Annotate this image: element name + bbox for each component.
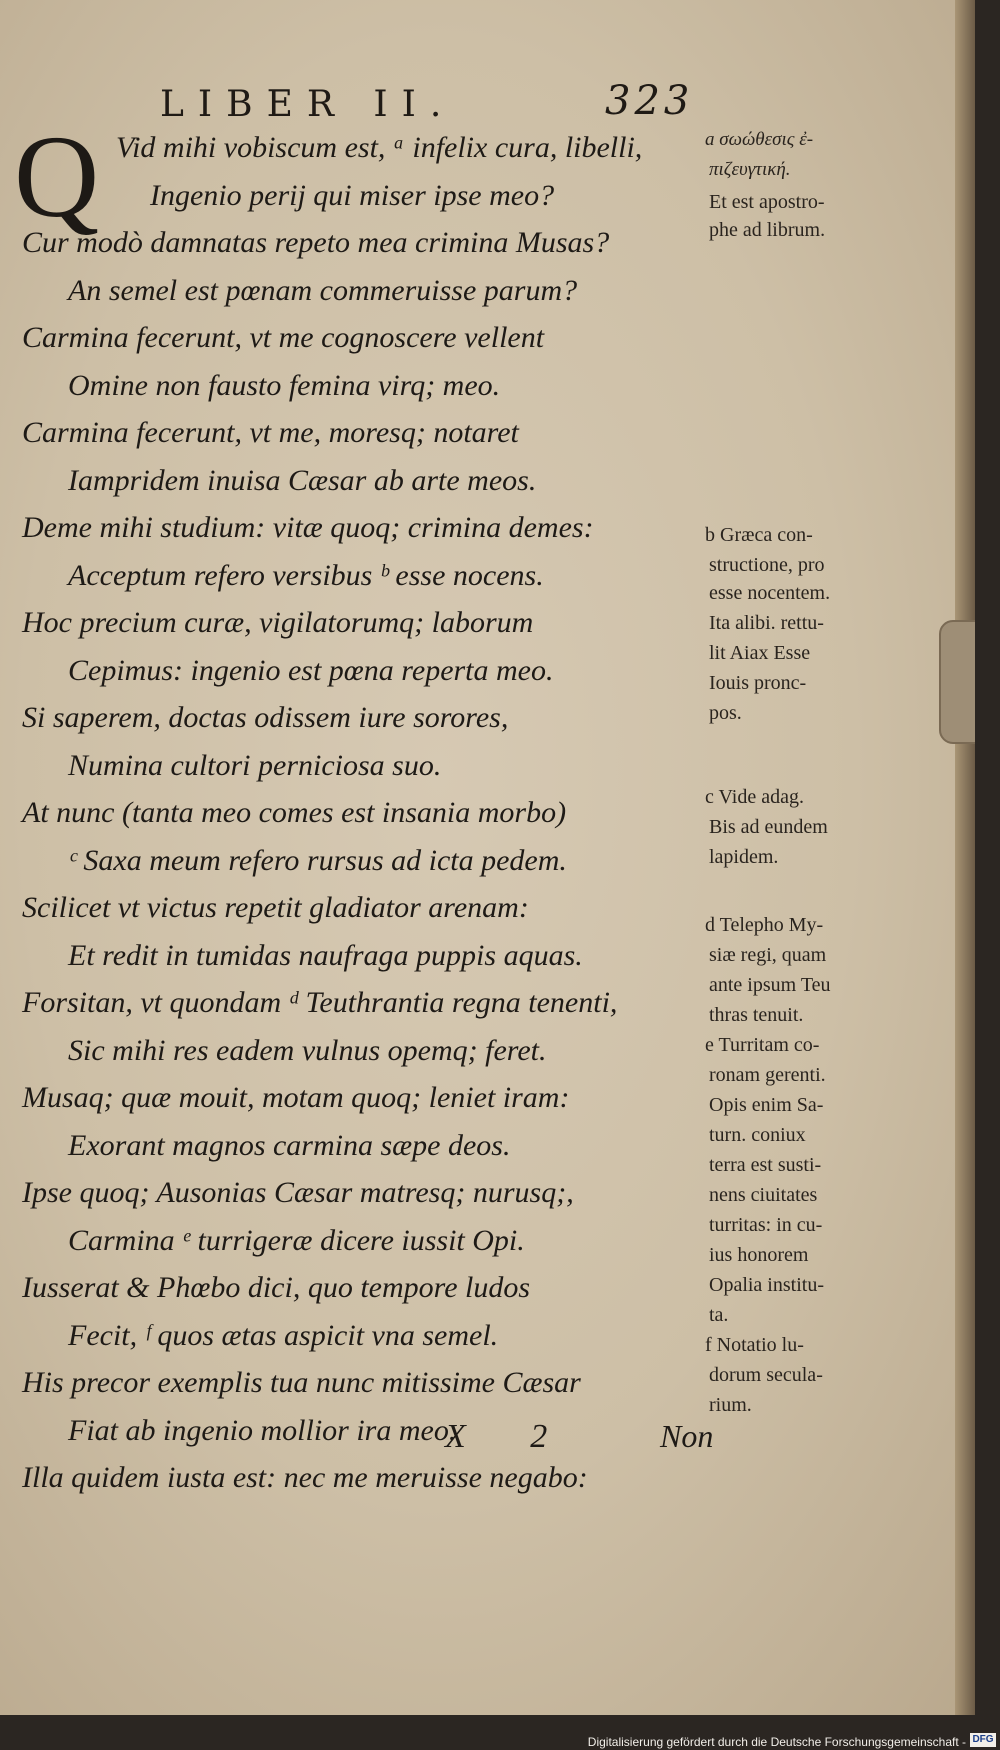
verse-line: Carmina fecerunt, vt me cognoscere vellent bbox=[22, 321, 545, 354]
verse-line: Acceptum refero versibus ᵇ esse nocens. bbox=[68, 558, 544, 592]
verse-line: Deme mihi studium: vitæ quoq; crimina demes: bbox=[22, 511, 594, 544]
verse-line: Forsitan, vt quondam ᵈ Teuthrantia regna tenenti, bbox=[22, 986, 618, 1019]
verse-line: Carmina fecerunt, vt me, moresq; notaret bbox=[22, 416, 519, 449]
margin-note-line: Opalia institu- bbox=[709, 1274, 824, 1296]
margin-note-line: e Turritam co- bbox=[705, 1034, 820, 1056]
drop-capital: Q bbox=[14, 111, 100, 242]
margin-note-line: lit Aiax Esse bbox=[709, 642, 811, 664]
page-edge bbox=[955, 0, 975, 1715]
catchword: Non bbox=[660, 1418, 714, 1454]
margin-note-line: structione, pro bbox=[709, 554, 825, 576]
margin-note-line: ante ipsum Teu bbox=[709, 974, 831, 996]
verse-line: Iampridem inuisa Cæsar ab arte meos. bbox=[68, 463, 537, 497]
margin-note-line: Bis ad eundem bbox=[709, 816, 828, 838]
margin-note-line: c Vide adag. bbox=[705, 786, 804, 808]
margin-note-line: ta. bbox=[709, 1304, 729, 1326]
margin-note-line: turn. coniux bbox=[709, 1124, 806, 1146]
margin-note-line: dorum secula- bbox=[709, 1364, 823, 1386]
margin-note-line: pos. bbox=[709, 702, 742, 724]
margin-note-line: Et est apostro- bbox=[709, 191, 825, 213]
verse-line: Numina cultori perniciosa suo. bbox=[68, 748, 442, 782]
margin-note-line: rium. bbox=[709, 1394, 752, 1416]
margin-note-line: thras tenuit. bbox=[709, 1004, 804, 1026]
margin-note-line: terra est susti- bbox=[709, 1154, 822, 1176]
margin-note-line: ius honorem bbox=[709, 1244, 809, 1266]
margin-note-line: b Græca con- bbox=[705, 524, 813, 546]
margin-note-line: a σωώθεσις ἐ- bbox=[705, 129, 814, 150]
verse-line: Scilicet vt victus repetit gladiator arenam: bbox=[22, 891, 529, 924]
margin-note-line: phe ad librum. bbox=[709, 219, 826, 241]
verse-line: Cur modò damnatas repeto mea crimina Musas? bbox=[22, 226, 610, 259]
verse-line: Illa quidem iusta est: nec me meruisse negabo: bbox=[22, 1461, 588, 1494]
verse-line: Et redit in tumidas naufraga puppis aquas. bbox=[68, 938, 583, 972]
verse-line: Cepimus: ingenio est pœna reperta meo. bbox=[68, 653, 554, 687]
margin-note-line: nens ciuitates bbox=[709, 1184, 818, 1206]
margin-note-line: ronam gerenti. bbox=[709, 1064, 826, 1086]
verse-line: Vid mihi vobiscum est, ᵃ infelix cura, libelli, bbox=[116, 131, 643, 164]
verse-line: Carmina ᵉ turrigeræ dicere iussit Opi. bbox=[68, 1223, 525, 1257]
margin-note-line: siæ regi, quam bbox=[709, 944, 827, 966]
verse-line: Fecit, ᶠ quos ætas aspicit vna semel. bbox=[68, 1318, 499, 1352]
verse-line: An semel est pœnam commeruisse parum? bbox=[68, 273, 578, 307]
verse-line: Iusserat & Phœbo dici, quo tempore ludos bbox=[22, 1271, 531, 1304]
dfg-logo: DFG bbox=[970, 1733, 996, 1747]
verse-line: Ipse quoq; Ausonias Cæsar matresq; nurusq;, bbox=[22, 1176, 574, 1209]
margin-note-line: Opis enim Sa- bbox=[709, 1094, 824, 1116]
verse-line: His precor exemplis tua nunc mitissime Cæsar bbox=[22, 1366, 581, 1399]
margin-note-line: Iouis pronc- bbox=[709, 672, 807, 694]
margin-notes bbox=[705, 0, 955, 1460]
margin-note-line: d Telepho My- bbox=[705, 914, 824, 936]
verse-line: Omine non fausto femina virq; meo. bbox=[68, 368, 501, 402]
verse-line: Si saperem, doctas odissem iure sorores, bbox=[22, 701, 509, 734]
verse-line: Sic mihi res eadem vulnus opemq; feret. bbox=[68, 1033, 547, 1067]
verse-line: Ingenio perij qui miser ipse meo? bbox=[150, 178, 555, 212]
digitization-credit: Digitalisierung gefördert durch die Deutsche Forschungsgemeinschaft - bbox=[587, 1735, 966, 1749]
margin-note-line: lapidem. bbox=[709, 846, 779, 868]
margin-note-line: f Notatio lu- bbox=[705, 1334, 804, 1356]
verse-line: At nunc (tanta meo comes est insania morbo) bbox=[22, 796, 567, 829]
verse-line: Hoc precium curæ, vigilatorumq; laborum bbox=[22, 606, 534, 639]
signature-mark: X 2 bbox=[445, 1418, 576, 1455]
margin-note-line: turritas: in cu- bbox=[709, 1214, 823, 1236]
page-number: 323 bbox=[605, 78, 694, 124]
margin-note-line: Ita alibi. rettu- bbox=[709, 612, 824, 634]
margin-note-line: πιζευγτική. bbox=[709, 159, 791, 180]
running-title: LIBER II. bbox=[160, 84, 456, 125]
verse-line: Fiat ab ingenio mollior ira meo. bbox=[68, 1413, 457, 1447]
verse-line: Exorant magnos carmina sæpe deos. bbox=[68, 1128, 511, 1162]
verse-line: ᶜ Saxa meum refero rursus ad icta pedem. bbox=[68, 843, 567, 877]
margin-note-line: esse nocentem. bbox=[709, 582, 831, 604]
verse-line: Musaq; quæ mouit, motam quoq; leniet iram: bbox=[22, 1081, 570, 1114]
